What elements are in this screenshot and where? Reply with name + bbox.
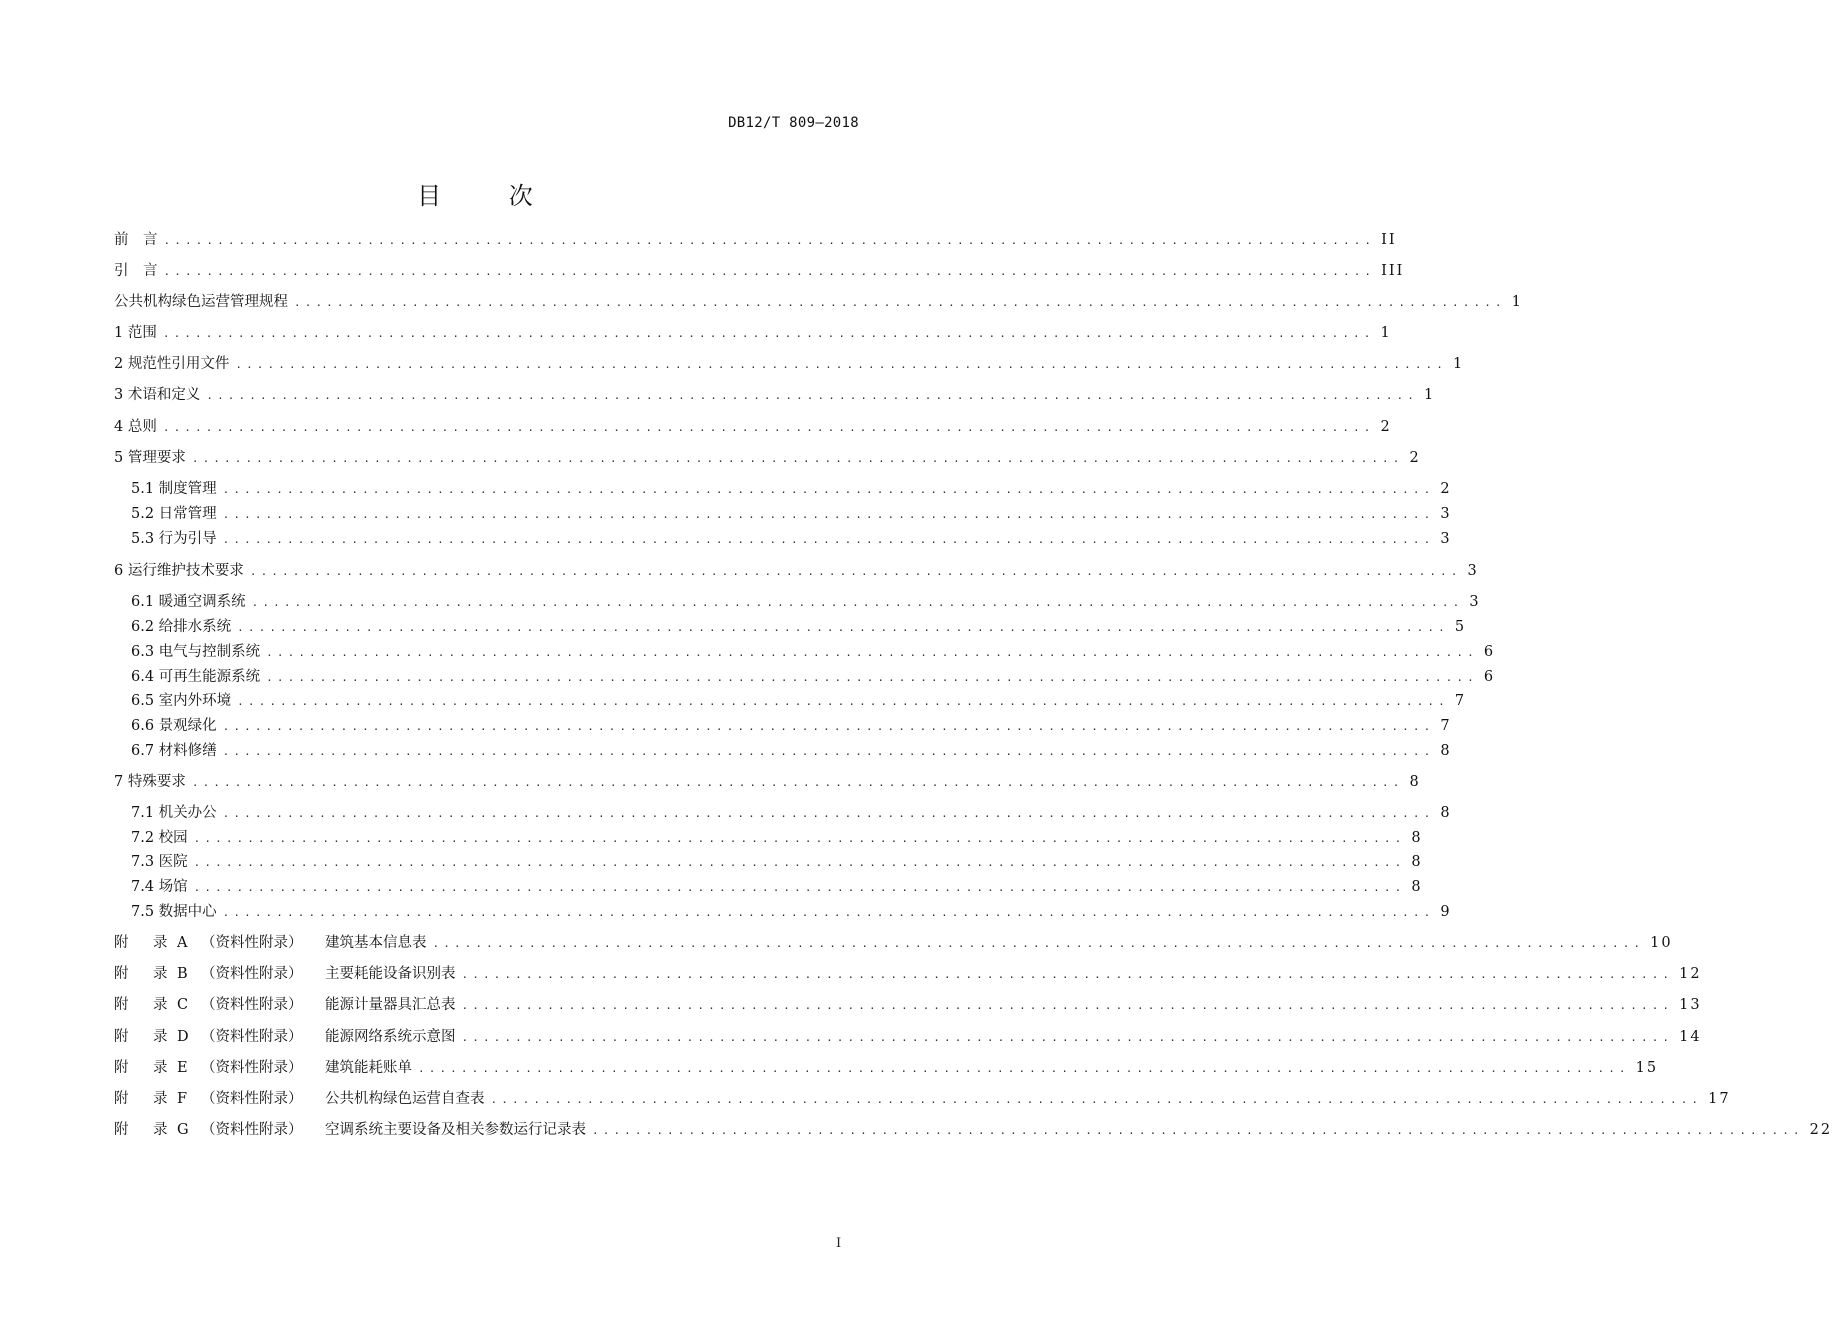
toc-entry-1[interactable]: 1 范围 ................................................................................................................. 1 bbox=[114, 325, 1392, 341]
toc-entry-7-1[interactable]: 7.1 机关办公 ................................................................................................................. 8 bbox=[131, 805, 1452, 821]
toc-entry-foreword[interactable]: 前 言 ................................................................................................................. II bbox=[114, 232, 1397, 248]
toc-entry-3[interactable]: 3 术语和定义 ................................................................................................................. 1 bbox=[114, 387, 1436, 403]
toc-appendix-g[interactable]: 附 录 G （资料性附录） 空调系统主要设备及相关参数运行记录表 ................................................................................................................. 22 bbox=[114, 1122, 1832, 1138]
toc-appendix-d[interactable]: 附 录 D （资料性附录） 能源网络系统示意图 ................................................................................................................. 14 bbox=[114, 1029, 1702, 1045]
toc-entry-6-4[interactable]: 6.4 可再生能源系统 ................................................................................................................. 6 bbox=[131, 669, 1496, 685]
toc-entry-6-5[interactable]: 6.5 室内外环境 ................................................................................................................. 7 bbox=[131, 693, 1467, 709]
toc-entry-6[interactable]: 6 运行维护技术要求 ................................................................................................................. 3 bbox=[114, 563, 1479, 579]
toc-entry-5[interactable]: 5 管理要求 ................................................................................................................. 2 bbox=[114, 450, 1421, 466]
toc-entry-regulation-title[interactable]: 公共机构绿色运营管理规程 ................................................................................................................. 1 bbox=[114, 294, 1523, 310]
toc-entry-6-3[interactable]: 6.3 电气与控制系统 ................................................................................................................. 6 bbox=[131, 644, 1496, 660]
toc-entry-6-2[interactable]: 6.2 给排水系统 ................................................................................................................. 5 bbox=[131, 619, 1467, 635]
toc-entry-7-4[interactable]: 7.4 场馆 ................................................................................................................. 8 bbox=[131, 879, 1423, 895]
toc-appendix-a[interactable]: 附 录 A （资料性附录） 建筑基本信息表 ................................................................................................................. 10 bbox=[114, 935, 1673, 951]
toc-appendix-c[interactable]: 附 录 C （资料性附录） 能源计量器具汇总表 ................................................................................................................. 13 bbox=[114, 997, 1702, 1013]
toc-entry-7-2[interactable]: 7.2 校园 ................................................................................................................. 8 bbox=[131, 830, 1423, 846]
toc-entry-6-1[interactable]: 6.1 暖通空调系统 ................................................................................................................. 3 bbox=[131, 594, 1481, 610]
toc-entry-7-5[interactable]: 7.5 数据中心 ................................................................................................................. 9 bbox=[131, 904, 1452, 920]
toc-title: 目 次 bbox=[417, 182, 563, 210]
document-code: DB12/T 809—2018 bbox=[728, 115, 859, 131]
toc-entry-7-3[interactable]: 7.3 医院 ................................................................................................................. 8 bbox=[131, 854, 1423, 870]
toc-entry-5-1[interactable]: 5.1 制度管理 ................................................................................................................. 2 bbox=[131, 481, 1452, 497]
toc-entry-5-2[interactable]: 5.2 日常管理 ................................................................................................................. 3 bbox=[131, 506, 1452, 522]
toc-entry-5-3[interactable]: 5.3 行为引导 ................................................................................................................. 3 bbox=[131, 531, 1452, 547]
toc-appendix-f[interactable]: 附 录 F （资料性附录） 公共机构绿色运营自查表 ................................................................................................................. 17 bbox=[114, 1091, 1731, 1107]
toc-entry-6-6[interactable]: 6.6 景观绿化 ................................................................................................................. 7 bbox=[131, 718, 1452, 734]
page-number: I bbox=[836, 1236, 842, 1251]
toc-appendix-e[interactable]: 附 录 E （资料性附录） 建筑能耗账单 ................................................................................................................. 15 bbox=[114, 1060, 1659, 1076]
toc-entry-6-7[interactable]: 6.7 材料修缮 ................................................................................................................. 8 bbox=[131, 743, 1452, 759]
toc-entry-4[interactable]: 4 总则 ................................................................................................................. 2 bbox=[114, 419, 1392, 435]
toc-appendix-b[interactable]: 附 录 B （资料性附录） 主要耗能设备识别表 ................................................................................................................. 12 bbox=[114, 966, 1702, 982]
toc-entry-introduction[interactable]: 引 言 ................................................................................................................. III bbox=[114, 263, 1405, 279]
toc-entry-7[interactable]: 7 特殊要求 ................................................................................................................. 8 bbox=[114, 774, 1421, 790]
toc-entry-2[interactable]: 2 规范性引用文件 ................................................................................................................. 1 bbox=[114, 356, 1465, 372]
